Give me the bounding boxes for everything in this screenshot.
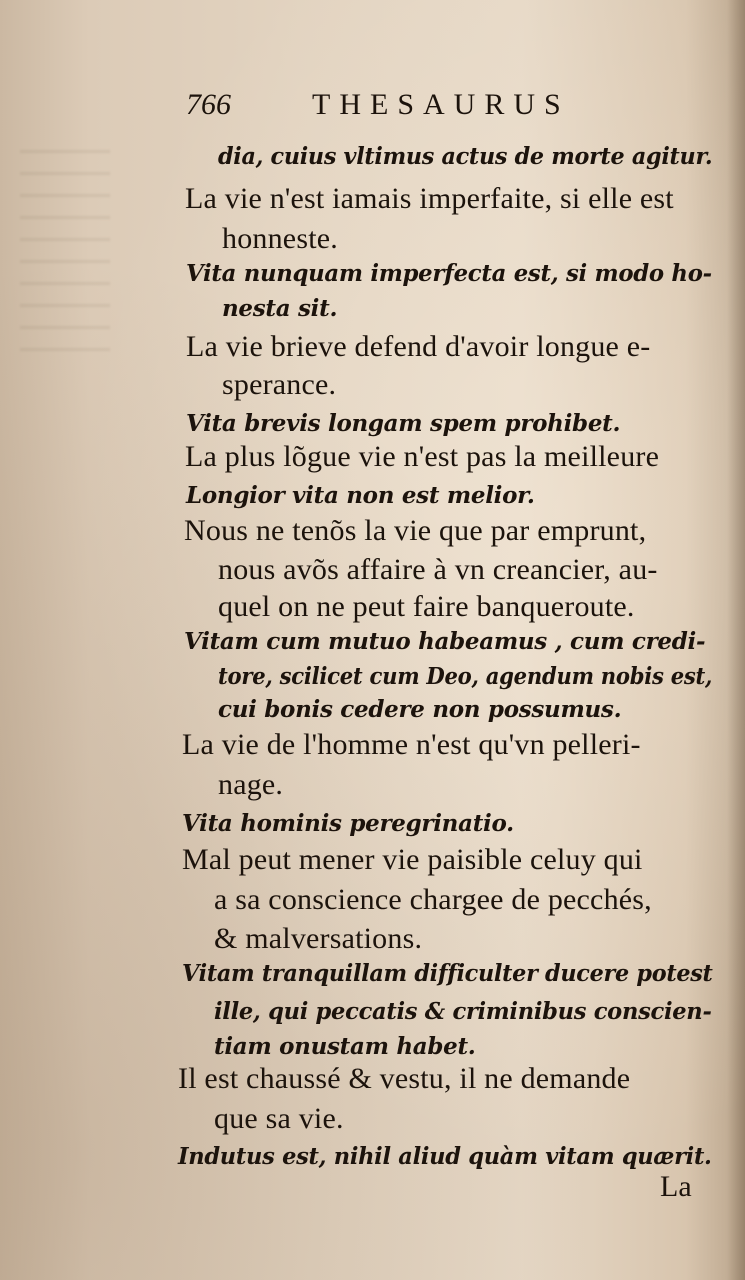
text-line: que sa vie. <box>214 1102 344 1135</box>
text-line: Vita brevis longam spem prohibet. <box>186 410 621 437</box>
text-line: honneste. <box>222 222 338 255</box>
text-line: La vie brieve defend d'avoir longue e- <box>186 330 651 363</box>
text-line: nage. <box>218 768 284 801</box>
text-line: La vie n'est iamais imperfaite, si elle est <box>185 182 674 215</box>
text-line: La vie de l'homme n'est qu'vn pelleri- <box>182 728 641 761</box>
text-line: Longior vita non est melior. <box>186 482 535 509</box>
text-line: dia, cuius vltimus actus de morte agitur. <box>218 143 713 170</box>
text-line: La plus lõgue vie n'est pas la meilleure <box>185 440 660 473</box>
text-line: tiam onustam habet. <box>214 1033 476 1060</box>
text-line: cui bonis cedere non possumus. <box>218 696 622 723</box>
text-line: sperance. <box>222 368 337 401</box>
text-line: nesta sit. <box>222 295 338 322</box>
text-line: Vita hominis peregrinatio. <box>182 810 514 837</box>
text-line: Mal peut mener vie paisible celuy qui <box>182 843 643 876</box>
text-line: & malversations. <box>214 922 423 955</box>
page-number: 766 <box>186 88 231 121</box>
text-line: Vita nunquam imperfecta est, si modo ho- <box>186 260 712 287</box>
text-line: ille, qui peccatis & criminibus conscien- <box>214 998 712 1025</box>
catchword: La <box>660 1170 692 1203</box>
text-line: quel on ne peut faire banqueroute. <box>218 590 635 623</box>
text-line: tore, scilicet cum Deo, agendum nobis est, <box>218 663 713 690</box>
text-line: Nous ne tenõs la vie que par emprunt, <box>184 514 647 547</box>
running-title: THESAURUS <box>312 88 570 121</box>
text-line: Il est chaussé & vestu, il ne demande <box>178 1062 631 1095</box>
text-line: nous avõs affaire à vn creancier, au- <box>218 553 658 586</box>
text-line: Vitam tranquillam difficulter ducere potest <box>182 960 713 987</box>
text-line: a sa conscience chargee de pecchés, <box>214 883 652 916</box>
text-line: Vitam cum mutuo habeamus , cum credi- <box>184 628 706 655</box>
text-line: Indutus est, nihil aliud quàm vitam quærit. <box>178 1143 712 1170</box>
